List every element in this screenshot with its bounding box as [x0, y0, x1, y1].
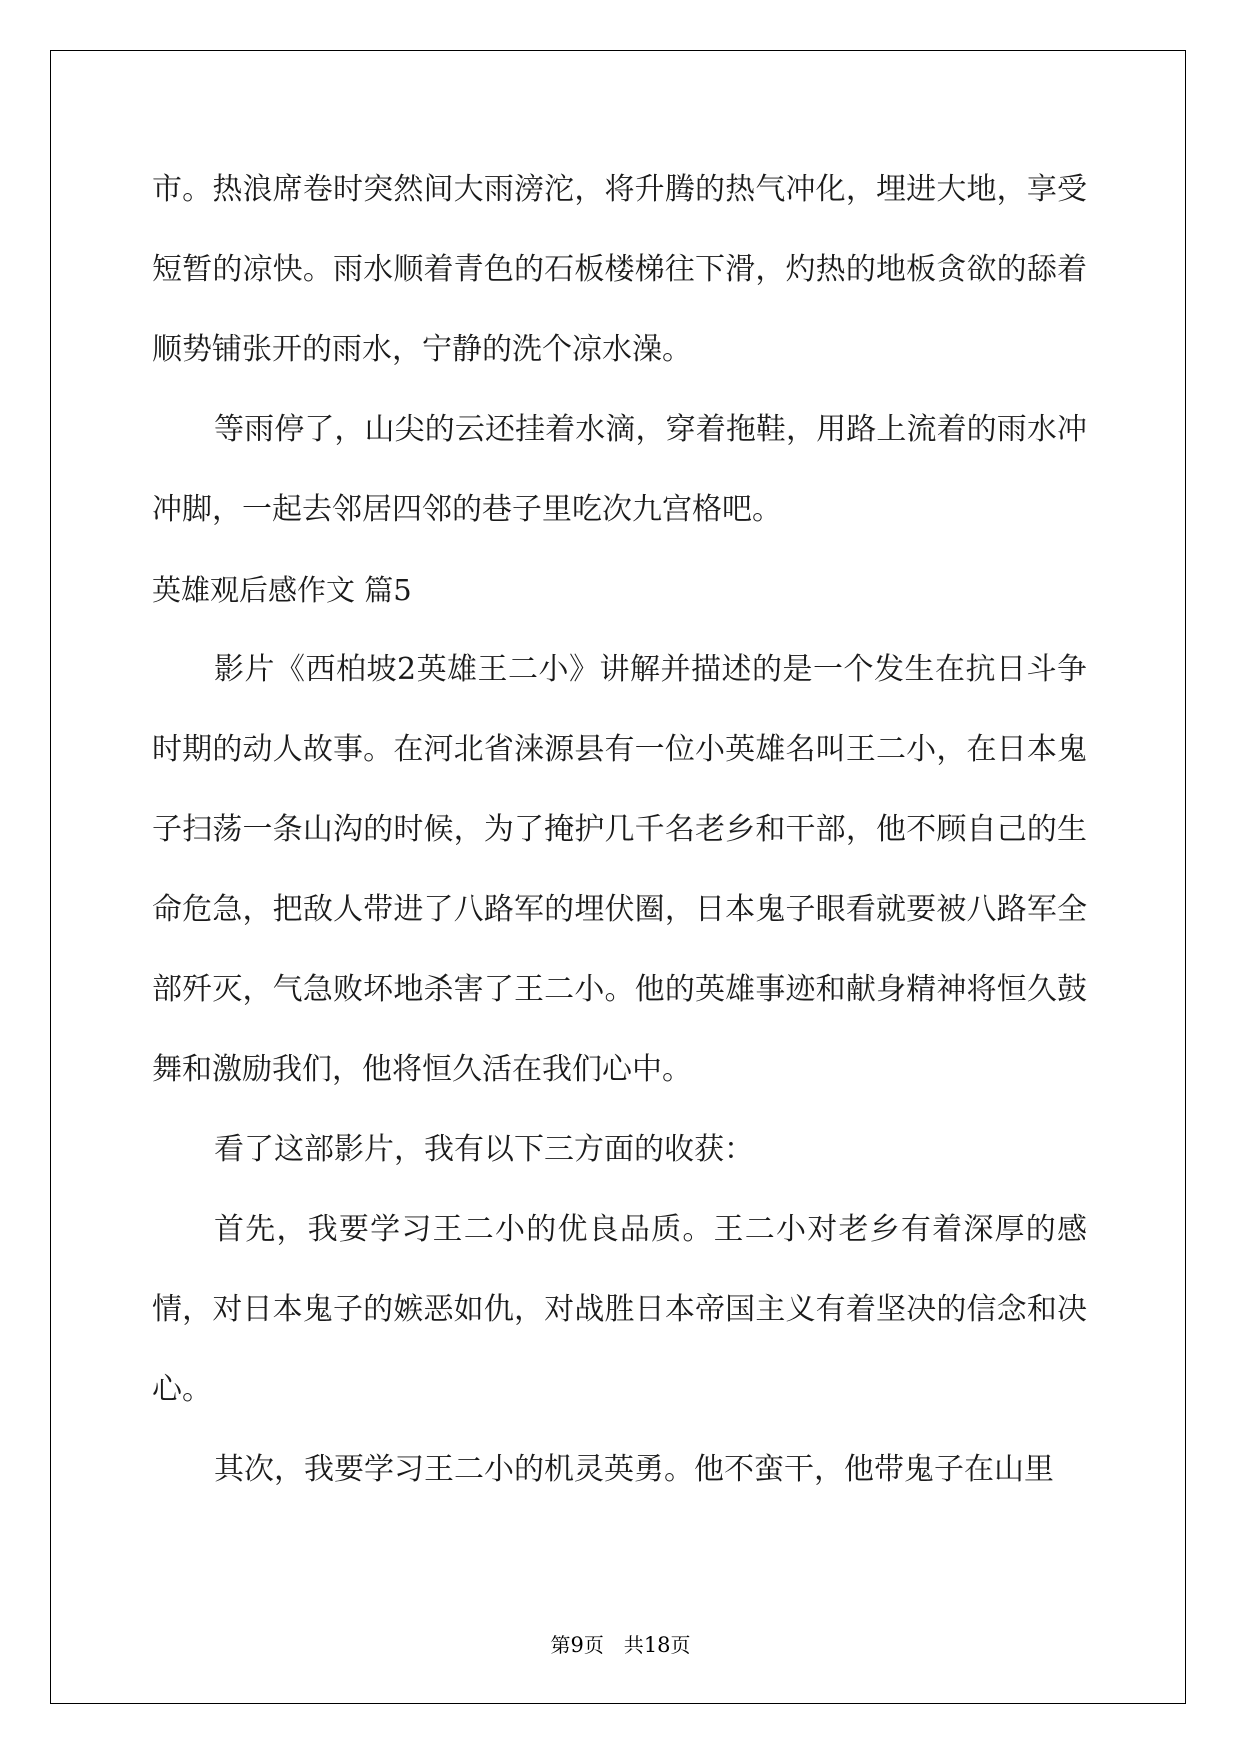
document-body — [152, 150, 1087, 1510]
footer-middle: 页 共 — [583, 1633, 644, 1657]
footer-prefix: 第 — [550, 1633, 571, 1657]
paragraph: 首先，我要学习王二小的优良品质。王二小对老乡有着深厚的感情，对日本鬼子的嫉恶如仇，对战胜日本帝国主义有着坚决的信念和决心。 — [152, 1212, 1087, 1407]
paragraph: 影片《西柏坡2英雄王二小》讲解并描述的是一个发生在抗日斗争时期的动人故事。在河北省涞源县有一位小英雄名叫王二小，在日本鬼子扫荡一条山沟的时候，为了掩护几千名老乡和干部，他不顾自己的生命危急，把敌人带进了八路军的埋伏圈，日本鬼子眼看就要被八路军全部歼灭，气急败坏地杀害了王二小。他的英雄事迹和献身精神将恒久鼓舞和激励我们，他将恒久活在我们心中。 — [152, 652, 1087, 1087]
paragraph: 市。热浪席卷时突然间大雨滂沱，将升腾的热气冲化，埋进大地，享受短暂的凉快。雨水顺着青色的石板楼梯往下滑，灼热的地板贪欲的舔着顺势铺张开的雨水，宁静的洗个凉水澡。 — [152, 172, 1087, 367]
paragraph: 等雨停了，山尖的云还挂着水滴，穿着拖鞋，用路上流着的雨水冲冲脚，一起去邻居四邻的巷子里吃次九宫格吧。 — [152, 412, 1087, 527]
page-footer — [0, 1632, 1241, 1658]
footer-suffix: 页 — [670, 1633, 691, 1657]
section-heading: 英雄观后感作文 篇5 — [152, 573, 412, 607]
paragraph: 其次，我要学习王二小的机灵英勇。他不蛮干，他带鬼子在山里 — [214, 1452, 1054, 1487]
page-total: 18 — [643, 1633, 671, 1657]
paragraph: 看了这部影片，我有以下三方面的收获： — [214, 1132, 754, 1167]
page-number: 9 — [570, 1633, 584, 1657]
